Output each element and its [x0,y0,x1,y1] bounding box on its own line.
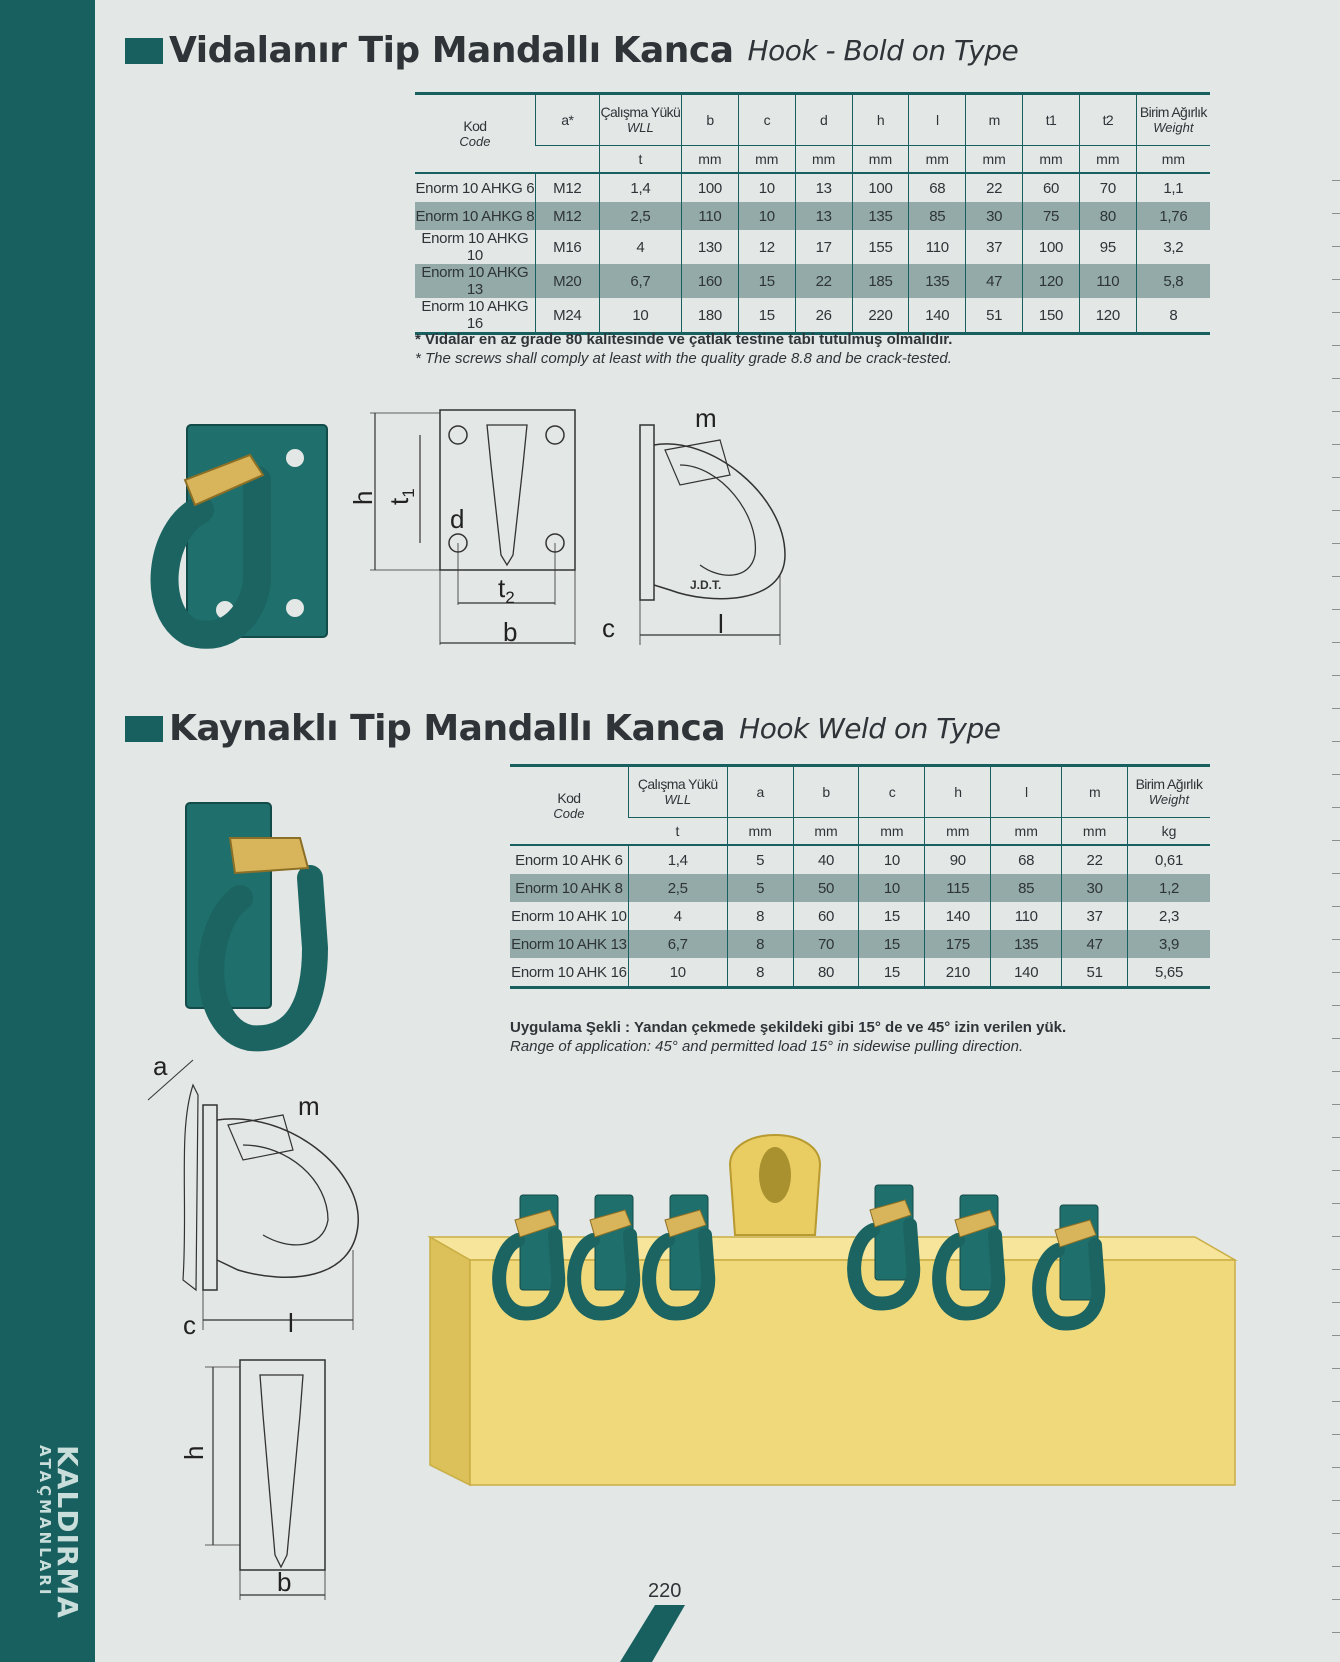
edge-tick [1332,1533,1340,1534]
t1-cell: 10 [738,202,795,230]
t1-header-label: Kod [463,117,487,134]
t1-header-5 [795,94,852,146]
t2-unit-cell: t [628,818,727,846]
t1-cell: 12 [738,230,795,264]
t1-cell: 13 [795,173,852,202]
t1-unit-cell: t [599,146,681,174]
t2-cell: 80 [793,958,859,988]
edge-tick [1332,378,1340,379]
t2-cell: 60 [793,902,859,930]
t2-cell: 10 [859,845,925,874]
t1-header-10 [1079,94,1136,146]
t2-header-7 [1062,766,1128,818]
beam-body [470,1260,1235,1485]
t2-cell: 47 [1062,930,1128,958]
table-row [415,230,1210,264]
section1-title-en: Hook - Bold on Type [747,34,1019,67]
t2-cell: 110 [991,902,1062,930]
table-row [415,202,1210,230]
edge-tick [1332,1236,1340,1237]
t1-header-label: h [876,112,885,128]
t2-cell: Enorm 10 AHK 16 [511,963,627,981]
t2-unit-cell: mm [991,818,1062,846]
t1-cell: 4 [599,230,681,264]
edge-tick [1332,675,1340,676]
section1-title [125,30,1018,71]
t2-cell: 175 [925,930,991,958]
edge-tick [1332,1137,1340,1138]
t2-header-label: a [756,784,764,800]
edge-tick [1332,1170,1340,1171]
t1-cell: 15 [738,264,795,298]
t1-cell: M20 [535,264,599,298]
edge-tick [1332,345,1340,346]
edge-tick [1332,873,1340,874]
table-row [510,958,1210,988]
t2-header-2 [727,766,793,818]
bolt-hole-icon [286,449,304,467]
t1-cell: M24 [535,298,599,334]
t1-cell: 140 [909,298,966,334]
edge-tick [1332,840,1340,841]
t2-header-3 [793,766,859,818]
bolt-hole-icon [286,599,304,617]
t2-cell: 140 [925,902,991,930]
t1-header-label: l [936,112,939,128]
t2-cell: 15 [859,958,925,988]
bolt-on-side-drawing [602,403,800,655]
edge-tick [1332,510,1340,511]
t1-cell: 30 [966,202,1023,230]
edge-tick [1332,906,1340,907]
sidebar [0,0,95,1662]
t1-header-4 [738,94,795,146]
edge-tick [1332,708,1340,709]
t1-header-3 [682,94,739,146]
dim-label-d: d [450,504,465,534]
edge-tick [1332,642,1340,643]
t2-cell: Enorm 10 AHK 10 [511,907,627,925]
dim-label-c: c [602,613,615,643]
t2-cell: 68 [991,845,1062,874]
t1-header-label: b [706,112,714,128]
t1-unit-cell: mm [795,146,852,174]
lifting-eye-hole [759,1147,791,1203]
t2-cell: 85 [991,874,1062,902]
t1-cell: 135 [852,202,909,230]
t2-unit-cell: mm [859,818,925,846]
t1-header-9 [1023,94,1080,146]
t1-unit-cell: mm [682,146,739,174]
t2-header-8 [1128,766,1210,818]
weld-on-side-drawing [148,1050,373,1340]
t1-header-label: a* [561,112,574,128]
table-row [510,874,1210,902]
t2-cell: 115 [925,874,991,902]
t1-cell: 110 [1079,264,1136,298]
edge-tick [1332,1071,1340,1072]
t1-cell: 100 [852,173,909,202]
edge-tick [1332,576,1340,577]
edge-tick [1332,1368,1340,1369]
dim-label-b: b [277,1567,292,1597]
t1-cell: 1,4 [599,173,681,202]
dim-label-c: c [183,1310,196,1340]
t2-header-label: Birim Ağırlık [1135,776,1203,792]
edge-tick [1332,972,1340,973]
t2-cell: 5 [727,874,793,902]
section2-title [125,708,1000,749]
t2-cell: 1,4 [628,845,727,874]
edge-tick [1332,741,1340,742]
section1-note [415,330,952,368]
page-corner-mark [620,1605,690,1662]
table-row [415,298,1210,334]
t2-cell: 90 [925,845,991,874]
edge-tick [1332,1335,1340,1336]
t1-cell: 85 [909,202,966,230]
section2-title-tr: Kaynaklı Tip Mandallı Kanca [169,708,726,749]
t1-header-label: c [763,112,770,128]
edge-tick [1332,807,1340,808]
t2-cell: 15 [859,902,925,930]
t2-header-label: Çalışma Yükü [637,776,718,792]
t2-header-5 [925,766,991,818]
t2-unit-cell: mm [1062,818,1128,846]
edge-tick [1332,246,1340,247]
title-marker [125,38,163,64]
title-marker [125,716,163,742]
edge-tick [1332,1038,1340,1039]
table-row [415,264,1210,298]
t1-cell: 100 [1023,230,1080,264]
dim-label-a: a [153,1051,168,1081]
t1-cell: 1,76 [1136,202,1210,230]
t2-cell: 10 [628,958,727,988]
t1-cell: 160 [682,264,739,298]
edge-tick [1332,774,1340,775]
hole-icon [546,426,564,444]
section2-title-en: Hook Weld on Type [739,712,1001,745]
t2-cell: 5 [727,845,793,874]
t2-cell: 8 [727,902,793,930]
t1-cell: 13 [795,202,852,230]
t1-header-sublabel: Code [459,133,491,149]
section2-note-en: Range of application: 45° and permitted load 15° in sidewise pulling direction. [510,1038,1024,1055]
t2-cell: Enorm 10 AHK 6 [515,851,623,869]
hole-icon [449,426,467,444]
dim-label-h: h [348,490,378,505]
t1-cell: 110 [909,230,966,264]
t2-cell: 2,3 [1128,902,1210,930]
t2-cell: 2,5 [628,874,727,902]
t1-cell: 22 [966,173,1023,202]
t1-cell: 110 [682,202,739,230]
t2-header-0 [510,766,628,846]
dim-label-m: m [298,1091,320,1121]
page-number: 220 [648,1580,682,1602]
edge-tick [1332,1434,1340,1435]
edge-tick [1332,180,1340,181]
t1-cell: 5,8 [1136,264,1210,298]
edge-tick [1332,1401,1340,1402]
t2-cell: 30 [1062,874,1128,902]
t2-cell: 15 [859,930,925,958]
t1-cell: 120 [1079,298,1136,334]
dim-label-b: b [503,617,518,647]
edge-tick [1332,1599,1340,1600]
t1-cell: M12 [535,202,599,230]
brand-label: J.D.T. [690,578,722,592]
t1-cell: 180 [682,298,739,334]
edge-tick [1332,1632,1340,1633]
t1-cell: Enorm 10 AHKG 16 [421,298,529,332]
t1-unit-cell: mm [1079,146,1136,174]
t2-cell: 6,7 [628,930,727,958]
section2-note [510,1018,1066,1056]
t1-cell: 6,7 [599,264,681,298]
t1-unit-cell: mm [909,146,966,174]
dim-label-l: l [718,609,724,639]
t2-cell: 40 [793,845,859,874]
t2-cell: Enorm 10 AHK 8 [510,874,628,902]
t1-header-11 [1136,94,1210,146]
edge-tick [1332,1566,1340,1567]
t1-cell: 130 [682,230,739,264]
t2-cell: 37 [1062,902,1128,930]
t2-header-label: Kod [557,789,581,806]
side-title [36,1445,90,1619]
table-row [415,173,1210,202]
t1-cell: Enorm 10 AHKG 6 [415,179,535,197]
t2-header-label: b [822,784,830,800]
t2-unit-cell: kg [1128,818,1210,846]
t1-cell: 100 [682,173,739,202]
edge-tick [1332,939,1340,940]
t1-header-sublabel: Weight [1153,120,1194,135]
t1-cell: 17 [795,230,852,264]
t2-header-sublabel: Weight [1148,792,1190,807]
t1-cell: 2,5 [599,202,681,230]
t2-cell: 70 [793,930,859,958]
section1-note-tr: * Vidalar en az grade 80 kalitesinde ve çatlak testine tabi tutulmuş olmalıdır. [415,331,953,348]
t1-cell: 70 [1079,173,1136,202]
weld-on-hook-photo [180,798,340,1053]
edge-tick [1332,477,1340,478]
dim-label-l: l [288,1308,294,1338]
t2-cell: 8 [727,958,793,988]
t1-cell: 26 [795,298,852,334]
t1-cell: 47 [966,264,1023,298]
t1-header-1 [535,94,599,146]
t1-header-label: Birim Ağırlık [1139,104,1207,120]
t2-header-label: h [954,784,962,800]
t2-cell: 8 [727,930,793,958]
t1-header-7 [909,94,966,146]
t1-cell: 135 [909,264,966,298]
t1-unit-cell: mm [1023,146,1080,174]
t1-header-6 [852,94,909,146]
t2-cell: 22 [1062,845,1128,874]
t1-header-2 [599,94,681,146]
t2-cell: 10 [859,874,925,902]
side-title-sub: ATAÇMANLARI [36,1445,54,1598]
t2-cell: 135 [991,930,1062,958]
t2-cell: 4 [628,902,727,930]
t2-header-sublabel: WLL [664,792,692,807]
latch-icon [230,838,308,873]
dim-label-t1: $t_1$ [384,488,418,505]
t2-unit-cell: mm [727,818,793,846]
edge-tick [1332,444,1340,445]
side-title-main: KALDIRMA [51,1445,84,1619]
bolt-on-front-drawing [348,405,590,655]
t1-cell: 15 [738,298,795,334]
edge-tick [1332,1302,1340,1303]
t1-cell: 150 [1023,298,1080,334]
t1-unit-cell [535,146,599,174]
edge-tick [1332,1467,1340,1468]
edge-tick [1332,543,1340,544]
t2-header-label: l [1024,784,1028,800]
t1-cell: 10 [738,173,795,202]
t2-cell: 1,2 [1128,874,1210,902]
section1-title-tr: Vidalanır Tip Mandallı Kanca [169,30,734,71]
t2-header-label: c [888,784,896,800]
t2-cell: 3,9 [1128,930,1210,958]
beam-application-photo [425,1125,1245,1485]
t1-cell: 3,2 [1136,230,1210,264]
edge-tick [1332,1269,1340,1270]
t1-header-sublabel: WLL [627,120,654,135]
t1-cell: 95 [1079,230,1136,264]
t1-cell: 120 [1023,264,1080,298]
t2-cell: 51 [1062,958,1128,988]
dim-label-t2: $t_2$ [498,573,515,607]
table-row [510,845,1210,874]
t2-unit-cell: mm [925,818,991,846]
t1-cell: 60 [1023,173,1080,202]
t1-cell: M16 [535,230,599,264]
dim-label-h: h [179,1445,209,1460]
t1-header-0 [415,94,535,174]
t1-cell: 22 [795,264,852,298]
edge-tick [1332,279,1340,280]
t1-cell: 10 [599,298,681,334]
t1-cell: 1,1 [1136,173,1210,202]
edge-tick [1332,1500,1340,1501]
t1-cell: 51 [966,298,1023,334]
section2-spec-table [510,764,1210,989]
t1-unit-cell: mm [852,146,909,174]
section1-spec-table [415,92,1210,335]
edge-tick [1332,1005,1340,1006]
t1-unit-cell: mm [1136,146,1210,174]
t1-cell: M12 [535,173,599,202]
t1-cell: 8 [1136,298,1210,334]
t2-unit-cell: mm [793,818,859,846]
t2-header-label: m [1089,784,1101,800]
t1-cell: 220 [852,298,909,334]
section2-note-tr: Uygulama Şekli : Yandan çekmede şekildeki gibi 15° de ve 45° izin verilen yük. [510,1019,1067,1036]
t1-header-label: d [820,112,828,128]
t2-cell: 210 [925,958,991,988]
t2-cell: 140 [991,958,1062,988]
t1-cell: Enorm 10 AHKG 8 [415,202,535,230]
t1-cell: Enorm 10 AHKG 10 [421,230,529,264]
table-row [510,902,1210,930]
bolt-on-hook-photo [145,420,335,645]
table-row [510,930,1210,958]
edge-tick [1332,312,1340,313]
t1-header-label: t2 [1102,112,1114,128]
t1-cell: Enorm 10 AHKG 13 [415,264,535,298]
t2-cell: 50 [793,874,859,902]
dim-label-m: m [695,403,717,433]
edge-tick [1332,411,1340,412]
t1-cell: 155 [852,230,909,264]
t2-cell: 0,61 [1128,845,1210,874]
t1-unit-cell: mm [738,146,795,174]
t1-cell: 80 [1079,202,1136,230]
edge-tick [1332,1104,1340,1105]
t2-cell: Enorm 10 AHK 13 [510,930,628,958]
edge-tick [1332,1203,1340,1204]
t1-cell: 68 [909,173,966,202]
t2-header-1 [628,766,727,818]
t2-header-sublabel: Code [553,805,585,821]
t1-header-label: Çalışma Yükü [600,104,681,120]
edge-tick [1332,213,1340,214]
t1-header-8 [966,94,1023,146]
edge-tick [1332,609,1340,610]
t1-cell: 75 [1023,202,1080,230]
weld-on-front-drawing [179,1355,335,1605]
t1-cell: 185 [852,264,909,298]
t1-unit-cell: mm [966,146,1023,174]
t2-cell: 5,65 [1128,958,1210,988]
t1-header-label: t1 [1045,112,1057,128]
t1-header-label: m [988,112,1000,128]
right-edge-ticks [1332,0,1340,1662]
t2-header-6 [991,766,1062,818]
section1-note-en: * The screws shall comply at least with the quality grade 8.8 and be crack-tested. [415,350,952,367]
t2-header-4 [859,766,925,818]
t1-cell: 37 [966,230,1023,264]
